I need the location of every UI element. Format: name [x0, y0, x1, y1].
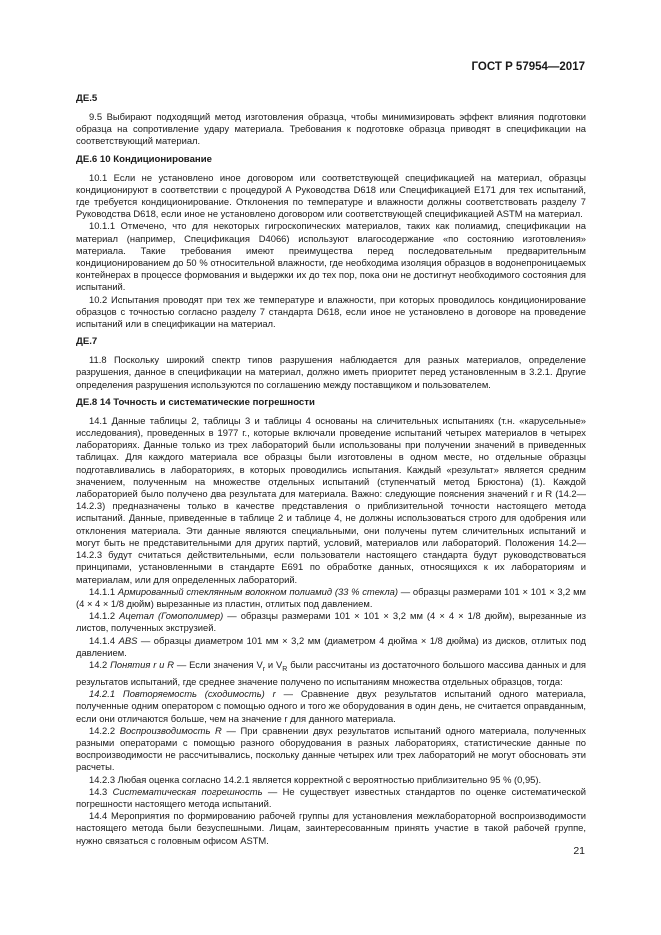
paragraph-9-5: 9.5 Выбирают подходящий метод изготовления образца, чтобы минимизировать эффект влияния подготовки образца на сопротивление удару материала. Требования к подготовке образца приводят в спецификации на соответствующий материал.: [76, 111, 586, 147]
clause-text: — образцы размерами 101 × 101 × 3,2 мм (4 × 4 × 1/8 дюйм), вырезанные из листов, полученных экструзией.: [76, 610, 587, 634]
standard-designation: ГОСТ Р 57954—2017: [471, 61, 585, 73]
paragraph-14-1-1: [76, 586, 586, 610]
subscript: R: [282, 665, 288, 673]
section-de7-title: ДЕ.7: [76, 336, 98, 348]
clause-text: и V: [265, 658, 283, 670]
paragraph-14-2-1: [76, 688, 586, 725]
clause-text: — образцы диаметром 101 мм × 3,2 мм (диаметром 4 дюйма × 1/8 дюйма) из дисков, отлитых под давлением.: [76, 634, 586, 658]
clause-text: — Сравнение двух результатов испытаний одного материала, полученные одним оператором с помощью одного и того же оборудования в один день, не считается оправданным, если они отличаются больше, чем на значение r для данного материала.: [76, 688, 586, 724]
clause-number: 14.3: [89, 785, 108, 797]
material-name: Ацетал (Гомополимер): [119, 610, 224, 622]
paragraph-14-2-3: 14.2.3 Любая оценка согласно 14.2.1 является корректной с вероятностью приблизительно 95 % (0,95).: [89, 773, 542, 785]
paragraph-14-3: [76, 786, 586, 810]
clause-number: 14.1.2: [89, 610, 116, 622]
clause-text: — При сравнении двух результатов испытаний одного материала, полученных разными операторами с помощью разного оборудования в разных лабораториях, статистические данные по воспроизводимости не рассчитывались, поскольку данные четырех или трех лабораторий не могут обосновать эти расчеты.: [76, 724, 586, 773]
clause-number: 14.2.2: [89, 724, 116, 736]
material-name: Армированный стеклянным волокном полиамид (33 % стекла): [117, 585, 398, 597]
clause-text: — образцы размерами 101 × 101 × 3,2 мм (4 × 4 × 1/8 дюйм) вырезанные из пластин, отлитых под давлением.: [76, 585, 586, 609]
section-de6-title: ДЕ.6 10 Кондиционирование: [76, 153, 212, 165]
paragraph-14-1-4: [76, 635, 586, 659]
term-name: 14.2.1 Повторяемость (сходимость) r: [89, 688, 276, 700]
clause-text: — Не существует известных стандартов по оценке систематической погрешности настоящего метода испытаний.: [76, 785, 587, 810]
clause-number: 14.2: [89, 658, 108, 670]
paragraph-14-2-2: [76, 725, 586, 774]
paragraph-14-4: 14.4 Мероприятия по формированию рабочей группы для установления межлабораторной воспроизводимости настоящего метода были безуспешными. Лицам, заинтересованным принять участие в такой рабочей группе, нужно связаться с головным офисом ASTM.: [76, 810, 586, 846]
document-body: [76, 93, 586, 847]
term-name: Понятия r и R: [110, 658, 175, 670]
clause-number: 14.1.1: [89, 585, 116, 597]
clause-text: были рассчитаны из достаточного большого массива данных и для результатов испытаний, где среднее значение получено по испытаниям множества отдельных образцов, тогда:: [76, 658, 586, 687]
paragraph-10-2: 10.2 Испытания проводят при тех же температуре и влажности, при которых проводилось кондиционирование образцов с точностью согласно разделу 7 стандарта D618, если иное не установлено в договоре на проведение испытаний или в спецификации на материал.: [76, 293, 586, 330]
paragraph-14-2: [76, 659, 586, 688]
paragraph-14-1-2: [76, 610, 586, 634]
material-name: ABS: [118, 634, 138, 646]
paragraph-14-1: 14.1 Данные таблицы 2, таблицы 3 и таблицы 4 основаны на сличительных испытаниях (т.н. «карусельные» исследования), проведенных в 1977 г., которые включали проведение испытаний четырех материалов в четырех лабораториях. Данные только из трех лабораторий были использованы при получении значений в приведенных таблицах. Для каждого материала все образцы были изготовлены в одном месте, но отдельные образцы подготавливались в лабораториях, в которых проводились испытания. Каждый «результат» является средним значением, полученным на множестве отдельных испытаний (ступенчатый метод Брюстона) (1). Каждой лабораторией было получено два результата для материала. Важно: следующие пояснения значений r и R (14.2—14.2.3) предназначены только в качестве представления о приблизительной точности настоящего метода испытаний. Данные, приведенные в таблице 2 и таблице 4, не должны использоваться строго для одобрения или отклонения материала. Эти данные являются специальными, они получены путем сличительных испытаний и могут быть не представительными для других партий, условий, материалов или лабораторий. Положения 14.2—14.2.3 будут считаться действительными, если пользователи настоящего стандарта будут руководствоваться принципами, установленными в стандарте E691 по обработке данных, относящихся к их лабораториям и материалам, или для определенных лабораторий.: [76, 414, 586, 585]
section-de8-title: ДЕ.8 14 Точность и систематические погрешности: [76, 396, 315, 408]
paragraph-11-8: 11.8 Поскольку широкий спектр типов разрушения наблюдается для разных материалов, определение разрушения, данное в спецификации на материал, должно иметь приоритет перед установленным в 3.2.1. Другие определения разрушения используются по соглашению между поставщиком и пользователем.: [76, 354, 586, 390]
term-name: Систематическая погрешность: [112, 785, 263, 797]
page-number: 21: [573, 845, 585, 857]
clause-number: 14.1.4: [89, 634, 116, 646]
clause-text: — Если значения V: [174, 658, 263, 670]
term-name: Воспроизводимость R: [119, 724, 222, 736]
paragraph-10-1-1: 10.1.1 Отмечено, что для некоторых гигроскопических материалов, таких как полиамид, спецификации на материал (например, Спецификация D4066) используют влагосодержание «по состоянию изготовления» материала. Такие требования имеют преимущества перед последовательным предварительным кондиционированием до 50 % относительной влажности, где необходима изоляция образцов в водонепроницаемых контейнерах в процессе формования и выдержки их до тех пор, пока они не достигнут необходимого состояния для испытаний.: [76, 220, 586, 293]
paragraph-10-1: 10.1 Если не установлено иное договором или соответствующей спецификацией на материал, образцы кондиционируют в соответствии с процедурой А Руководства D618 или Спецификацией E171 для тех испытаний, где требуется кондиционирование. Отклонения по температуре и влажности должны соответствовать разделу 7 Руководства D618, если иное не установлено договором или соответствующей спецификацией ASTM на материал.: [76, 171, 586, 220]
subscript: r: [262, 665, 266, 673]
section-de5-title: ДЕ.5: [76, 93, 98, 104]
